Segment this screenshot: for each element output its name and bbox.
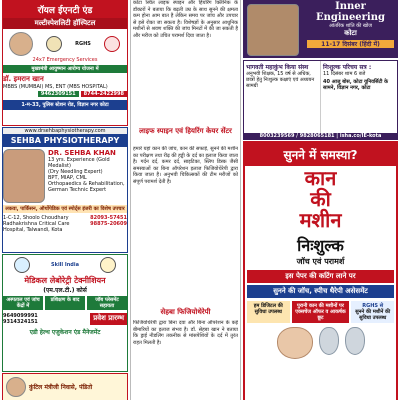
- mlt-subtitle: (एम.एल.टी.) कोर्स: [43, 287, 87, 294]
- doctor-intro: मुख्यमंत्री आयुष्मान आरोग्य योजना में: [3, 65, 127, 73]
- hearing-machine-title: [245, 168, 396, 231]
- course-body: अनुभवी शिक्षक, 15 वर्ष से अधिक, छात्रों हेतु निःशुल्क कक्षाएं एवं अध्ययन सामग्री: [246, 71, 315, 89]
- sehba-physio-ad: [2, 127, 128, 253]
- venue: 40 आजू बोस, कोटा यूनिवर्सिटी के सामने, विज्ञान नगर, कोटा: [323, 79, 388, 91]
- ie-phone: 8003239569 / 9828065181: [259, 133, 335, 139]
- promo-row: [247, 301, 394, 323]
- doctor-photo: [9, 32, 33, 56]
- article-3-text: फिजियोथेरेपी द्वारा बिना दवा और बिना ऑपरेशन के कई बीमारियों का इलाज संभव है। डॉ. सेहबा खान ने बताया कि ड्राई नीडलिंग तकनीक से मांसपेशियों के दर्द में तुरंत राहत मिलती है।: [133, 320, 238, 346]
- mlt-title: मेडिकल लेबोरेट्री टेक्नीशियन: [24, 276, 106, 285]
- physio-footer: [3, 215, 127, 233]
- free-big: निःशुल्क: [297, 236, 344, 255]
- mlt-feature-1: अस्पताल एवं जांच केंद्रों में: [3, 296, 43, 310]
- physio-info: [45, 149, 127, 203]
- promo-right-text: सुनने की मशीनें की सुविधा उपलब्ध: [355, 309, 391, 321]
- doctor-name: डॉ. इमरान खान: [3, 75, 44, 83]
- physio-phones: [90, 215, 127, 233]
- phone-1: 9462309151: [38, 91, 79, 97]
- mlt-admission: प्रवेश प्रारम्भ: [90, 313, 127, 325]
- hospital-address: 1-म-33, पुलिस स्टेशन रोड, विज्ञान नगर कोटा: [3, 100, 127, 110]
- emergency-icon: [104, 36, 120, 52]
- hearing-aid-device-icon-2: [345, 327, 365, 355]
- ie-details: [243, 60, 398, 140]
- ear-images: [245, 327, 396, 359]
- mlt-features: [3, 296, 127, 310]
- physio-doctor-photo: [3, 149, 45, 203]
- mlt-logos: [3, 255, 127, 275]
- physio-degree-1: (Dry Needling Expert): [48, 169, 103, 175]
- ie-contact: 8003239569 / 9828065181 | isha.co/IE-kota: [244, 133, 397, 139]
- promo-mid: पुरानी कान की मशीनों पर एक्सचेंज ऑफर व आकर्षक छूट: [292, 301, 350, 323]
- mlt-contact-row: [3, 313, 127, 325]
- cutting-offer: इस पेपर की कटिंग लाने पर: [247, 270, 394, 283]
- article-1: [133, 0, 238, 125]
- physio-degree-4: German Technic Expert: [48, 187, 107, 193]
- promo-left: हम डिजिटल की सुविधा उपलब्ध: [247, 301, 290, 323]
- free-session-title: निःशुल्क परिचय सत्र :: [323, 64, 372, 71]
- phone-2: 8744-2422998: [81, 91, 127, 97]
- mlt-institute: एडी हेल्थ एजुकेशन एंड मैनेजमेंट: [29, 329, 101, 336]
- free-big-sub: जॉच एवं परामर्श: [296, 257, 345, 266]
- free-session-date: 11 दिसंबर शाम 6 बजे: [323, 71, 366, 77]
- mlt-course-ad: [2, 254, 128, 372]
- royal-ent-ad: [2, 0, 128, 126]
- emergency-text: 24x7 Emergency Services: [32, 57, 98, 63]
- physio-phone-1: 82093-57451: [90, 215, 127, 221]
- ear-icon: [277, 327, 313, 359]
- rghs-logo-icon: [46, 36, 62, 52]
- bottom-small-ad: [2, 373, 128, 400]
- hearing-line-1: कान: [304, 166, 337, 190]
- mlt-feature-3: जॉब प्लेसमेंट सहायता: [87, 296, 127, 310]
- right-ad-column: [241, 0, 400, 400]
- logo-row: [3, 31, 127, 57]
- article-2-text: हमारे यहां कान की जांच, कान की सफाई, सुनने की मशीन का परीक्षण तथा रीढ़ की हड्डी के दर्द का इलाज किया जाता है। गर्दन दर्द, कमर दर्द, साइटिका, स्लिप डिस्क जैसी समस्याओं का बिना ऑपरेशन इलाज फिजियोथेरेपी द्वारा किया जाता है। अनुभवी चिकित्सकों की टीम मरीजों को संपूर्ण परामर्श देती है।: [133, 146, 238, 185]
- hospital-name: रॉयल ईएनटी एंड: [3, 1, 127, 18]
- ie-city: कोटा: [344, 29, 357, 37]
- ie-row: [243, 0, 398, 58]
- physio-degree-2: BPT, MIAP, CML: [48, 175, 87, 181]
- skill-india-logo: Skill India: [51, 262, 79, 268]
- ie-brand: Inner Engineering: [315, 1, 385, 23]
- ie-website: isha.co/IE-kota: [339, 133, 382, 139]
- mlt-phone-2: 9314324151: [3, 319, 38, 325]
- mlt-phones: [3, 313, 38, 325]
- rghs-label: RGHS: [75, 41, 91, 47]
- inner-engineering-ad: [243, 0, 398, 58]
- bottom-ad-photo: [6, 377, 26, 397]
- ie-subtitle: आंतरिक शांति की खोज: [329, 23, 372, 29]
- ie-free-session: [321, 61, 397, 139]
- phone-row: [3, 91, 127, 97]
- physio-address: 1-C-12, Shoolo Choudhary Radhakrishna Critical Care Hospital, Talwandi, Kota: [3, 215, 70, 233]
- physio-degree-3: Orthopaedics & Rehabilitation,: [48, 181, 125, 187]
- article-3-heading: सेहबा फिजियोथेरेपी: [160, 308, 211, 316]
- promo-right: [351, 301, 394, 323]
- hearing-question: सुनने में समस्या?: [245, 143, 396, 166]
- left-ad-column: [0, 0, 131, 400]
- ie-text: [303, 0, 398, 58]
- hearing-check: सुनने की जॉच, स्पीच थैरेपी असेसमेंट: [247, 285, 394, 298]
- hearing-aid-ad: [243, 141, 398, 400]
- emblem-icon: [14, 257, 30, 273]
- mlt-phone-1: 9649099991: [3, 313, 38, 319]
- nsdc-logo-icon: [100, 257, 116, 273]
- ie-details-row: [244, 61, 397, 139]
- ie-course: [244, 61, 321, 139]
- ie-dates: 11-17 दिसंबर (हिंदी में): [307, 40, 394, 48]
- bottom-ad-row: [3, 374, 127, 400]
- hearing-line-3: मशीन: [299, 208, 342, 232]
- hospital-subtitle: मल्टीस्पेशलिटी हॉस्पिटल: [3, 18, 127, 29]
- course-title: भागवती महाकुंभ किया संस्थ: [246, 64, 309, 71]
- physio-experience: 13 yrs. Experience (Gold Medalist): [48, 157, 110, 169]
- doctor-degree: MBBS (MUMBAI) MS, ENT (MBS HOSPITAL): [3, 84, 108, 90]
- mlt-feature-2: प्रशिक्षण के बाद: [45, 296, 85, 310]
- promo-right-top: RGHS से: [362, 303, 384, 309]
- article-2: [133, 146, 238, 304]
- article-2-heading: लाइफ स्पाइन एवं हियरिंग केयर सेंटर: [139, 127, 232, 135]
- hearing-aid-device-icon: [319, 327, 339, 355]
- physio-body: [3, 149, 127, 203]
- article-column: [131, 0, 241, 400]
- article-1-text: कोटा स्थित लाइफ स्पाइन और हियरिंग क्लिनिक के डॉक्टरों ने बताया कि बढ़ती उम्र के साथ सुनने की क्षमता कम होना आम बात है लेकिन समय पर जांच और उपचार से इसे रोका जा सकता है। विशेषज्ञों के अनुसार आधुनिक मशीनों से श्रवण शक्ति की जांच मिनटों में की जा सकती है और मरीज को उचित परामर्श दिया जाता है।: [133, 0, 238, 39]
- physio-title: SEHBA PHYSIOTHERAPY: [3, 134, 127, 147]
- physio-website: www.drsehbaphysiotherapy.com: [3, 128, 127, 134]
- hearing-line-2: की: [310, 187, 331, 211]
- physio-doctor-name: DR. SEHBA KHAN: [48, 149, 116, 157]
- article-3: [133, 320, 238, 400]
- bottom-ad-text: कुंटिल मंत्रीजी निवासे, पंडितो: [29, 384, 93, 391]
- speaker-photo: [247, 4, 299, 56]
- physio-services: लकवा, पार्किंसन, ऑर्थोपेडिक एवं स्पोर्ट्स इंजरी का विशेष उपचार: [3, 205, 127, 213]
- physio-phone-2: 98875-20609: [90, 221, 127, 227]
